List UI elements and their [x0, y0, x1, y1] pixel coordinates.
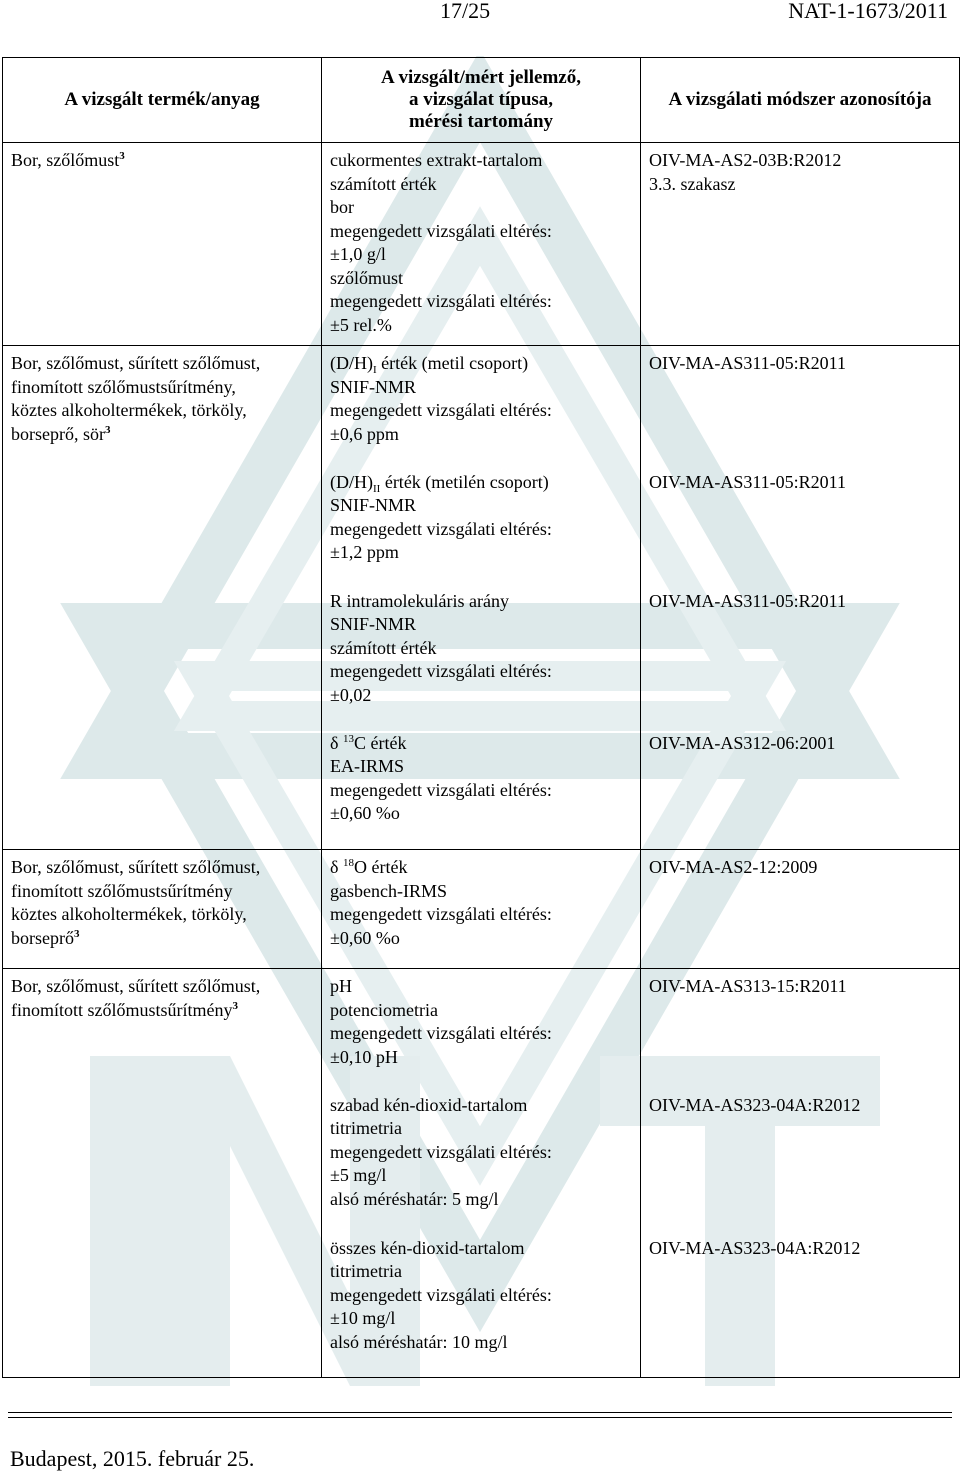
- table-header-row: [3, 58, 960, 143]
- method-cell: [641, 143, 960, 346]
- property-line: számított érték: [330, 173, 437, 194]
- table-row: [3, 346, 960, 465]
- property-cell: [322, 143, 641, 346]
- material-text: Bor, szőlőmust: [11, 150, 120, 170]
- property-symbol: δ: [330, 732, 339, 753]
- material-text: Bor, szőlőmust, sűrített szőlőmust,: [11, 857, 261, 877]
- footer-divider: [8, 1417, 952, 1418]
- method-id: OIV-MA-AS311-05:R2011: [649, 590, 847, 611]
- method-id: OIV-MA-AS311-05:R2011: [649, 353, 847, 373]
- column-header-method: A vizsgálati módszer azonosítója: [641, 58, 960, 143]
- material-cell: [3, 346, 322, 850]
- property-superscript: 13: [342, 732, 354, 745]
- method-cell: [641, 584, 960, 726]
- property-line: ±5 rel.%: [330, 314, 392, 335]
- method-id: OIV-MA-AS2-12:2009: [649, 857, 818, 877]
- property-line: gasbench-IRMS: [330, 880, 447, 901]
- material-text: köztes alkoholtermékek, törköly,: [11, 400, 247, 420]
- property-cell: [322, 850, 641, 969]
- property-title: érték (metil csoport): [376, 353, 529, 373]
- property-cell: [322, 969, 641, 1088]
- page-header: [0, 0, 960, 30]
- property-symbol: (D/H): [330, 353, 373, 373]
- method-note: 3.3. szakasz: [649, 173, 736, 194]
- method-id: OIV-MA-AS312-06:2001: [649, 732, 836, 753]
- property-line: megengedett vizsgálati eltérés:: [330, 220, 552, 241]
- method-id: OIV-MA-AS323-04A:R2012: [649, 1237, 861, 1258]
- property-line: ±0,60 %o: [330, 803, 400, 823]
- column-header-line: mérési tartomány: [408, 111, 554, 132]
- property-line: szabad kén-dioxid-tartalom: [330, 1094, 528, 1115]
- property-cell: [322, 1231, 641, 1378]
- method-cell: [641, 1231, 960, 1378]
- table-row: [3, 850, 960, 969]
- property-line: megengedett vizsgálati eltérés:: [330, 779, 552, 800]
- property-line: megengedett vizsgálati eltérés:: [330, 661, 552, 681]
- property-symbol: (D/H): [330, 471, 373, 492]
- material-text: borseprő: [11, 927, 74, 948]
- column-header-line: A vizsgált/mért jellemző,: [381, 67, 581, 88]
- material-text: finomított szőlőmustsűrítmény,: [11, 376, 236, 397]
- material-cell: [3, 850, 322, 969]
- property-line: bor: [330, 197, 354, 217]
- method-cell: [641, 850, 960, 969]
- column-header-material: A vizsgált termék/anyag: [3, 58, 322, 143]
- table-row: [3, 969, 960, 1088]
- property-line: megengedett vizsgálati eltérés:: [330, 291, 552, 311]
- property-line: megengedett vizsgálati eltérés:: [330, 904, 552, 924]
- property-line: megengedett vizsgálati eltérés:: [330, 518, 552, 539]
- property-subscript: I: [373, 364, 377, 376]
- column-header-line: a vizsgálat típusa,: [408, 89, 554, 110]
- material-cell: [3, 969, 322, 1378]
- property-title: érték (metilén csoport): [380, 471, 549, 492]
- property-subscript: II: [373, 482, 381, 495]
- property-line: megengedett vizsgálati eltérés:: [330, 1141, 552, 1162]
- property-line: ±0,10 pH: [330, 1046, 398, 1067]
- material-cell: [3, 143, 322, 346]
- property-superscript: 18: [342, 857, 354, 869]
- method-id: OIV-MA-AS311-05:R2011: [649, 471, 847, 492]
- property-line: megengedett vizsgálati eltérés:: [330, 1284, 552, 1305]
- property-line: SNIF-NMR: [330, 495, 417, 515]
- method-cell: [641, 726, 960, 850]
- property-line: ±0,02: [330, 684, 372, 705]
- property-line: cukormentes extrakt-tartalom: [330, 150, 543, 170]
- accreditation-table: [2, 57, 960, 1378]
- method-cell: [641, 465, 960, 584]
- document-id: NAT-1-1673/2011: [788, 0, 948, 23]
- property-cell: [322, 1088, 641, 1231]
- material-text: finomított szőlőmustsűrítmény: [11, 880, 233, 901]
- property-line: titrimetria: [330, 1118, 402, 1138]
- property-title: O érték: [353, 857, 408, 877]
- footer-divider: [8, 1412, 952, 1413]
- footnote-ref: 3: [73, 927, 80, 940]
- property-line: R intramolekuláris arány: [330, 590, 509, 611]
- property-line: titrimetria: [330, 1261, 402, 1281]
- method-cell: [641, 969, 960, 1088]
- property-line: összes kén-dioxid-tartalom: [330, 1237, 525, 1258]
- property-line: ±1,0 g/l: [330, 244, 386, 264]
- property-line: potenciometria: [330, 999, 438, 1020]
- property-line: SNIF-NMR: [330, 376, 417, 397]
- table-row: [3, 143, 960, 346]
- property-line: ±0,6 ppm: [330, 423, 399, 444]
- property-line: EA-IRMS: [330, 756, 405, 776]
- material-text: Bor, szőlőmust, sűrített szőlőmust,: [11, 353, 261, 373]
- property-line: ±0,60 %o: [330, 927, 400, 948]
- material-text: köztes alkoholtermékek, törköly,: [11, 904, 247, 924]
- method-id: OIV-MA-AS2-03B:R2012: [649, 150, 842, 170]
- method-id: OIV-MA-AS323-04A:R2012: [649, 1094, 861, 1115]
- property-line: ±5 mg/l: [330, 1165, 387, 1185]
- property-cell: [322, 346, 641, 465]
- property-line: alsó méréshatár: 10 mg/l: [330, 1331, 508, 1352]
- property-line: ±1,2 ppm: [330, 542, 399, 562]
- property-cell: [322, 584, 641, 726]
- property-line: ±10 mg/l: [330, 1308, 396, 1328]
- material-text: Bor, szőlőmust, sűrített szőlőmust,: [11, 976, 261, 996]
- footer-place-date: Budapest, 2015. február 25.: [10, 1446, 255, 1471]
- method-cell: [641, 346, 960, 465]
- property-line: pH: [330, 976, 352, 996]
- property-line: megengedett vizsgálati eltérés:: [330, 400, 552, 420]
- material-text: borseprő, sör: [11, 423, 105, 444]
- footnote-ref: 3: [119, 150, 125, 162]
- property-line: alsó méréshatár: 5 mg/l: [330, 1188, 499, 1209]
- property-cell: [322, 465, 641, 584]
- footnote-ref: 3: [104, 423, 111, 436]
- material-text: finomított szőlőmustsűrítmény: [11, 999, 233, 1020]
- property-symbol: δ: [330, 857, 339, 877]
- property-line: SNIF-NMR: [330, 614, 417, 634]
- property-title: C érték: [353, 732, 407, 753]
- property-line: számított érték: [330, 637, 437, 658]
- method-cell: [641, 1088, 960, 1231]
- column-header-property: [322, 58, 641, 143]
- property-cell: [322, 726, 641, 850]
- property-line: szőlőmust: [330, 267, 404, 288]
- page-number: 17/25: [440, 0, 491, 23]
- footnote-ref: 3: [232, 999, 238, 1012]
- property-line: megengedett vizsgálati eltérés:: [330, 1023, 552, 1043]
- method-id: OIV-MA-AS313-15:R2011: [649, 976, 847, 996]
